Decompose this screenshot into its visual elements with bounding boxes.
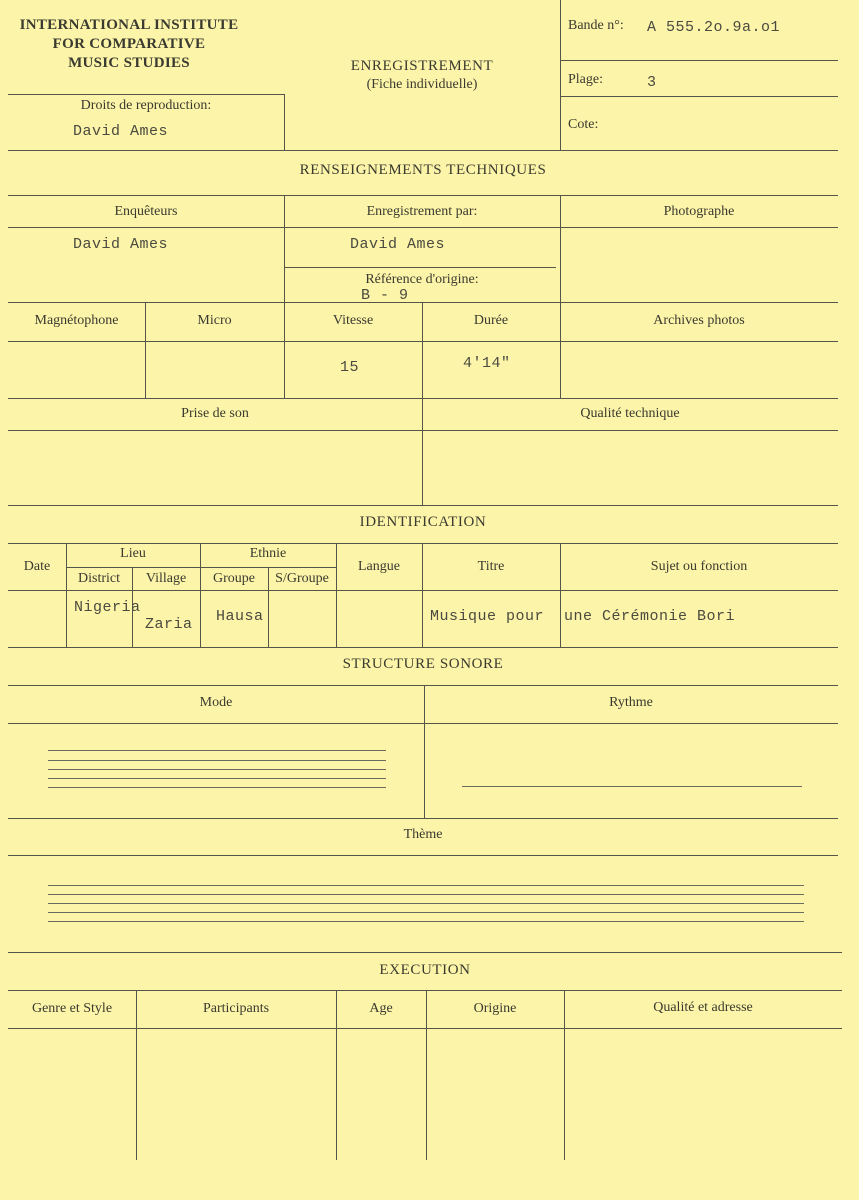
vitesse-value: 15 [340, 359, 360, 376]
micro-label: Micro [197, 313, 232, 328]
genre-label: Genre et Style [31, 1001, 113, 1016]
prise-label: Prise de son [181, 406, 249, 421]
date-label: Date [23, 559, 51, 574]
titre-value: Musique pour [430, 608, 545, 625]
enqueteurs-value: David Ames [73, 236, 169, 253]
sujet-value: une Cérémonie Bori [564, 608, 736, 625]
participants-label: Participants [202, 1001, 270, 1016]
district-label: District [78, 571, 120, 586]
reference-value: B - 9 [361, 287, 409, 304]
village-label: Village [145, 571, 187, 586]
enregistrement-label: Enregistrement par: [366, 204, 478, 219]
duree-value: 4'14" [463, 355, 511, 372]
technique-heading: RENSEIGNEMENTS TECHNIQUES [299, 162, 547, 178]
rythme-label: Rythme [609, 695, 653, 710]
enqueteurs-label: Enquêteurs [114, 204, 178, 219]
vitesse-label: Vitesse [332, 313, 374, 328]
village-value: Zaria [145, 616, 193, 633]
plage-value: 3 [647, 74, 657, 91]
theme-label: Thème [403, 827, 443, 842]
district-value: Nigeria [74, 599, 141, 616]
ethnie-label: Ethnie [249, 546, 287, 561]
qualite-adresse-label: Qualité et adresse [653, 1000, 753, 1015]
groupe-label: Groupe [213, 571, 255, 586]
origine-label: Origine [473, 1001, 517, 1016]
langue-label: Langue [358, 559, 400, 574]
form-title: ENREGISTREMENT [350, 58, 494, 74]
age-label: Age [369, 1001, 393, 1016]
sgroupe-label: S/Groupe [275, 571, 329, 586]
structure-heading: STRUCTURE SONORE [342, 656, 504, 672]
qualite-technique-label: Qualité technique [580, 406, 680, 421]
archives-label: Archives photos [653, 313, 745, 328]
lieu-label: Lieu [120, 546, 146, 561]
photographe-label: Photographe [663, 204, 735, 219]
rights-label: Droits de reproduction: [80, 98, 212, 113]
form-subtitle: (Fiche individuelle) [366, 77, 478, 92]
magnetophone-label: Magnétophone [34, 313, 119, 328]
identification-heading: IDENTIFICATION [359, 514, 487, 530]
cote-label: Cote: [568, 117, 599, 132]
institute-line-1: INTERNATIONAL INSTITUTE [19, 17, 239, 33]
plage-label: Plage: [568, 72, 603, 87]
bande-label: Bande n°: [568, 18, 624, 33]
sujet-label: Sujet ou fonction [650, 559, 748, 574]
rights-value: David Ames [73, 123, 169, 140]
enregistrement-value: David Ames [350, 236, 446, 253]
execution-heading: EXECUTION [379, 962, 471, 978]
mode-label: Mode [199, 695, 233, 710]
institute-line-2: FOR COMPARATIVE [52, 36, 206, 52]
reference-label: Référence d'origine: [365, 272, 479, 287]
titre-label: Titre [477, 559, 505, 574]
groupe-value: Hausa [216, 608, 264, 625]
duree-label: Durée [473, 313, 509, 328]
institute-line-3: MUSIC STUDIES [68, 55, 190, 71]
bande-value: A 555.2o.9a.o1 [647, 19, 781, 36]
